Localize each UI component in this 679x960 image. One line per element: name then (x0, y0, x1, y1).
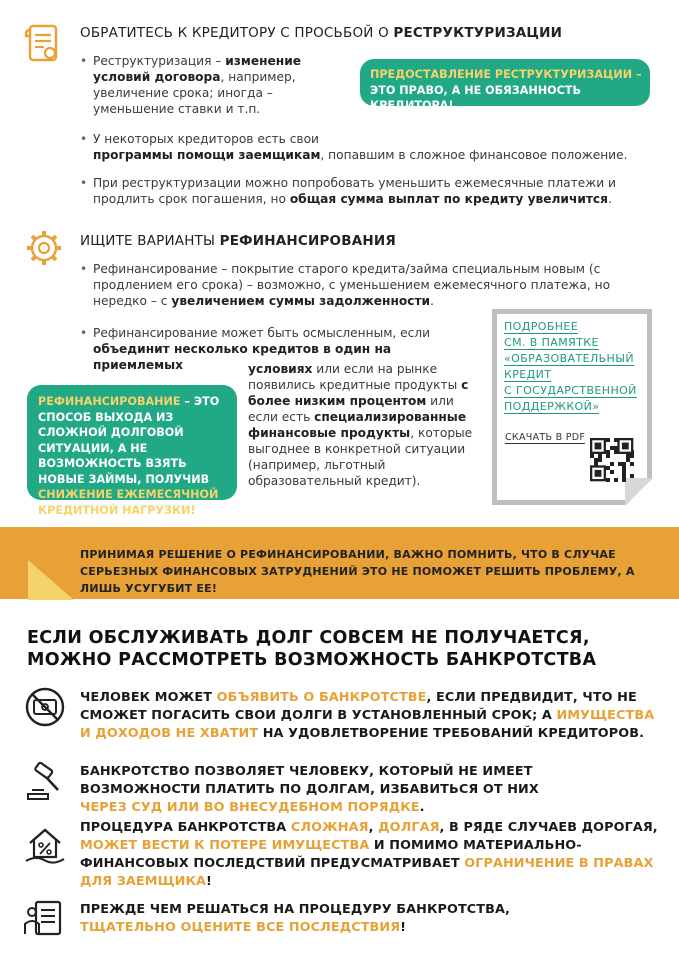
section-title-refinancing: ИЩИТЕ ВАРИАНТЫ РЕФИНАНСИРОВАНИЯ (80, 233, 396, 249)
refinancing-bullet-2-continued: условиях или если на рынке появились кредитные продукты с более низким процентом или если есть специализированные финансовые продукты, которые выгоднее в конкретной ситуации (например, льготный образовательный кредит). (248, 362, 473, 488)
bankruptcy-paragraph-3: ПРОЦЕДУРА БАНКРОТСТВА СЛОЖНАЯ, ДОЛГАЯ, В РЯДЕ СЛУЧАЕВ ДОРОГАЯ, МОЖЕТ ВЕСТИ К ПОТЕРЕ ИМУЩЕСТВА И ПОМИМО МАТЕРИАЛЬНО-ФИНАНСОВЫХ ПОСЛЕДСТВИЙ ПРЕДУСМАТРИВАЕТ ОГРАНИЧЕНИЕ В ПРАВАХ ДЛЯ ЗАЕМЩИКА! (80, 820, 658, 889)
bankruptcy-title: ЕСЛИ ОБСЛУЖИВАТЬ ДОЛГ СОВСЕМ НЕ ПОЛУЧАЕТСЯ, МОЖНО РАССМОТРЕТЬ ВОЗМОЖНОСТЬ БАНКРОТСТВА (27, 628, 597, 670)
restructuring-bullet-3: • При реструктуризации можно попробовать уменьшить ежемесячные платежи и продлить срок погашения, но общая сумма выплат по кредиту увеличится. (93, 175, 653, 207)
memo-link[interactable]: ПОДРОБНЕЕ СМ. В ПАМЯТКЕ «ОБРАЗОВАТЕЛЬНЫЙ КРЕДИТ С ГОСУДАРСТВЕННОЙ ПОДДЕРЖКОЙ» (504, 320, 637, 413)
folded-corner (625, 478, 653, 506)
bankruptcy-paragraph-1: ЧЕЛОВЕК МОЖЕТ ОБЪЯВИТЬ О БАНКРОТСТВЕ, ЕСЛИ ПРЕДВИДИТ, ЧТО НЕ СМОЖЕТ ПОГАСИТЬ СВОИ ДОЛГИ В УСТАНОВЛЕННЫЙ СРОК; А ИМУЩЕСТВА И ДОХОДОВ НЕ ХВАТИТ НА УДОВЛЕТВОРЕНИЕ ТРЕБОВАНИЙ КРЕДИТОРОВ. (80, 690, 655, 741)
gear-icon (24, 228, 64, 272)
download-pdf-link[interactable]: СКАЧАТЬ В PDF (505, 432, 586, 443)
refinancing-callout: РЕФИНАНСИРОВАНИЕ – ЭТО СПОСОБ ВЫХОДА ИЗ СЛОЖНОЙ ДОЛГОВОЙ СИТУАЦИИ, А НЕ ВОЗМОЖНОСТЬ ВЗЯТЬ НОВЫЕ ЗАЙМЫ, ПОЛУЧИВ СНИЖЕНИЕ ЕЖЕМЕСЯЧНОЙ КРЕДИТНОЙ НАГРУЗКИ! (27, 385, 237, 500)
banner-fold (28, 560, 74, 600)
document-icon (24, 22, 62, 68)
gavel-icon (24, 760, 66, 806)
no-money-icon (24, 686, 66, 732)
bankruptcy-paragraph-2: БАНКРОТСТВО ПОЗВОЛЯЕТ ЧЕЛОВЕКУ, КОТОРЫЙ НЕ ИМЕЕТ ВОЗМОЖНОСТИ ПЛАТИТЬ ПО ДОЛГАМ, ИЗБАВИТЬСЯ ОТ НИХ ЧЕРЕЗ СУД ИЛИ ВО ВНЕСУДЕБНОМ ПОРЯДКЕ. (80, 764, 539, 815)
refinancing-bullet-1: • Рефинансирование – покрытие старого кредита/займа специальным новым (с продлением его срока) – возможно, с уменьшением ежемесячного платежа, но нередко – с увеличением суммы задолженности. (93, 261, 633, 309)
checklist-person-icon (24, 898, 66, 944)
restructuring-bullet-2: • У некоторых кредиторов есть свои программы помощи заемщикам, попавшим в сложное финансовое положение. (93, 131, 653, 163)
house-percent-icon (24, 823, 66, 869)
qr-code[interactable] (590, 438, 634, 482)
warning-banner-text: ПРИНИМАЯ РЕШЕНИЕ О РЕФИНАНСИРОВАНИИ, ВАЖНО ПОМНИТЬ, ЧТО В СЛУЧАЕ СЕРЬЕЗНЫХ ФИНАНСОВЫХ ЗАТРУДНЕНИЙ ЭТО НЕ ПОМОЖЕТ РЕШИТЬ ПРОБЛЕМУ, А ЛИШЬ УСУГУБИТ ЕЕ! (80, 548, 635, 595)
bankruptcy-paragraph-4: ПРЕЖДЕ ЧЕМ РЕШАТЬСЯ НА ПРОЦЕДУРУ БАНКРОТСТВА, ТЩАТЕЛЬНО ОЦЕНИТЕ ВСЕ ПОСЛЕДСТВИЯ! (80, 902, 510, 935)
restructuring-bullet-1: • Реструктуризация – изменение условий договора, например, увеличение срока; иногда – уменьшение ставки и т.п. (93, 53, 328, 117)
restructuring-callout: ПРЕДОСТАВЛЕНИЕ РЕСТРУКТУРИЗАЦИИ – ЭТО ПРАВО, А НЕ ОБЯЗАННОСТЬ КРЕДИТОРА! (360, 59, 650, 106)
refinancing-bullet-2: • Рефинансирование может быть осмысленным, если объединит несколько кредитов в один на приемлемых (93, 325, 478, 373)
section-title-restructuring: ОБРАТИТЕСЬ К КРЕДИТОРУ С ПРОСЬБОЙ О РЕСТРУКТУРИЗАЦИИ (80, 25, 563, 41)
